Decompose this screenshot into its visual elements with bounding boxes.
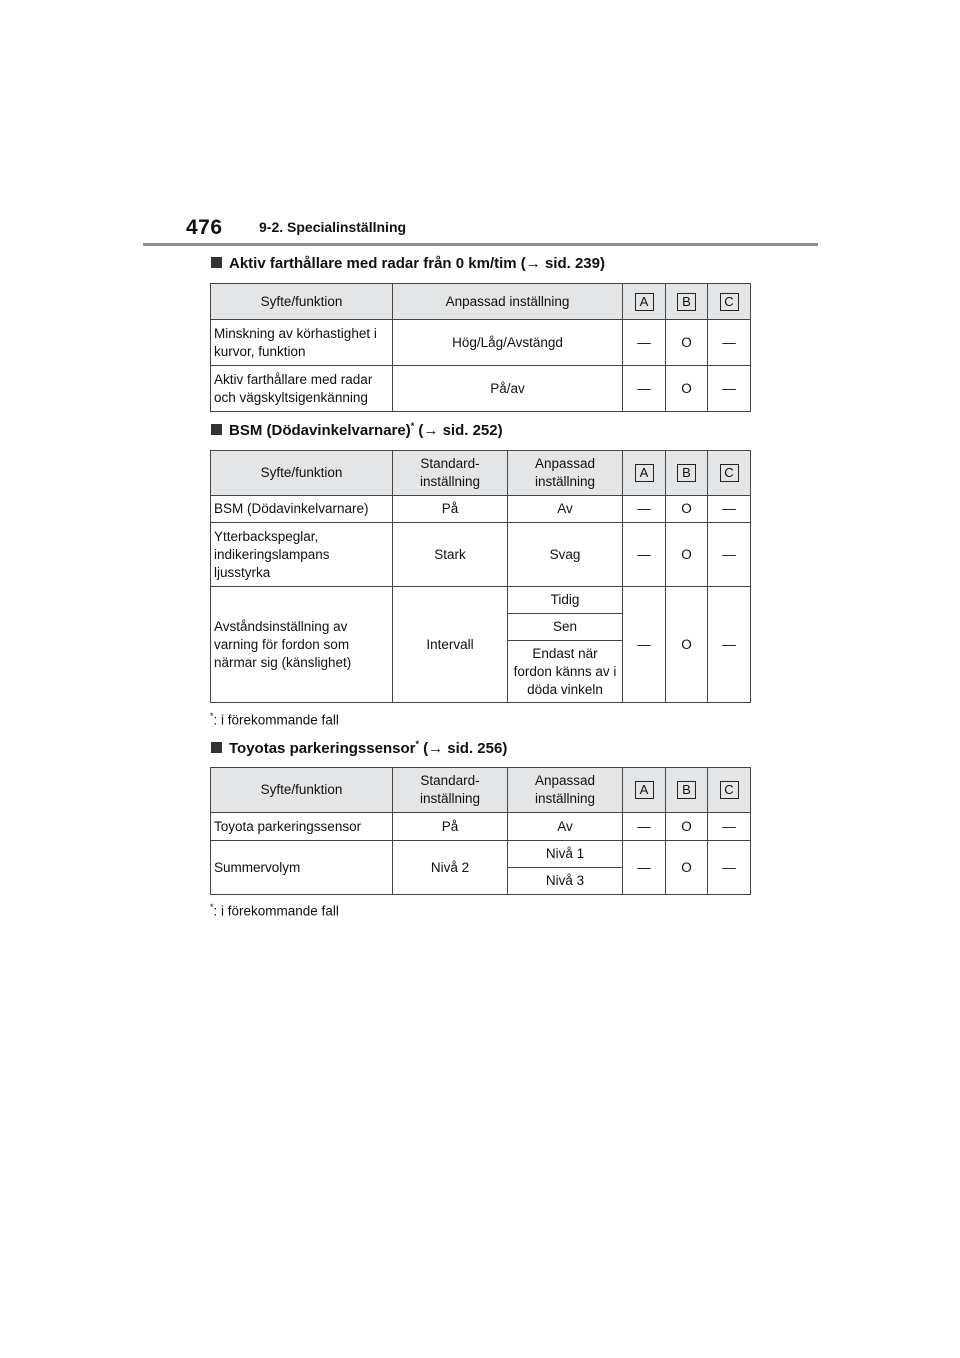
table-row: Minskning av körhastighet i kurvor, funktion Hög/Låg/Avstängd — O — [211,320,751,366]
footnote: *: i förekommande fall [210,711,339,728]
table-header-row [211,284,751,320]
col-header-default: Standard-inställning [393,451,508,496]
bullet-square-icon [211,742,222,753]
col-header-function: Syfte/funktion [211,451,393,496]
col-header-a: A [623,768,666,813]
table-row: Aktiv farthållare med radar och vägskyltsigenkänning På/av — O — [211,366,751,412]
table-row: Endast när fordon känns av i döda vinkeln [211,641,751,703]
table-header-row [211,768,751,813]
col-header-c: C [708,768,751,813]
col-header-b: B [666,768,708,813]
bullet-square-icon [211,424,222,435]
page-number: 476 [186,216,223,239]
table-parking-sensor [210,767,751,895]
section2-heading: BSM (Dödavinkelvarnare)* (→ sid. 252) [211,421,503,439]
table-bsm [210,450,751,703]
table-row: Avståndsinställning av varning för fordon som närmar sig (känslighet) Intervall Tidig — O — [211,587,751,614]
table-row: Ytterbackspeglar, indikeringslampans ljusstyrka Stark Svag — O — [211,523,751,587]
col-header-b: B [666,284,708,320]
col-header-a: A [623,284,666,320]
footnote: *: i förekommande fall [210,902,339,919]
col-header-custom: Anpassad inställning [508,451,623,496]
table-row: Sen [211,614,751,641]
col-header-c: C [708,451,751,496]
table-header-row [211,451,751,496]
table-row: Toyota parkeringssensor På Av — O — [211,813,751,841]
col-header-default: Standard-inställning [393,768,508,813]
header-rule [143,243,818,246]
table-row: Nivå 3 [211,868,751,895]
table-adaptive-cruise [210,283,751,412]
table-row: BSM (Dödavinkelvarnare) På Av — O — [211,496,751,523]
section3-heading: Toyotas parkeringssensor* (→ sid. 256) [211,739,507,757]
col-header-b: B [666,451,708,496]
table-row: Summervolym Nivå 2 Nivå 1 — O — [211,841,751,868]
col-header-function: Syfte/funktion [211,284,393,320]
col-header-custom: Anpassad inställning [508,768,623,813]
bullet-square-icon [211,257,222,268]
col-header-function: Syfte/funktion [211,768,393,813]
section1-heading-text: Aktiv farthållare med radar från 0 km/tim (→ sid. 239) [229,255,605,272]
col-header-custom: Anpassad inställning [393,284,623,320]
col-header-a: A [623,451,666,496]
section1-heading [211,255,605,272]
section-header: 9-2. Specialinställning [259,219,407,235]
col-header-c: C [708,284,751,320]
